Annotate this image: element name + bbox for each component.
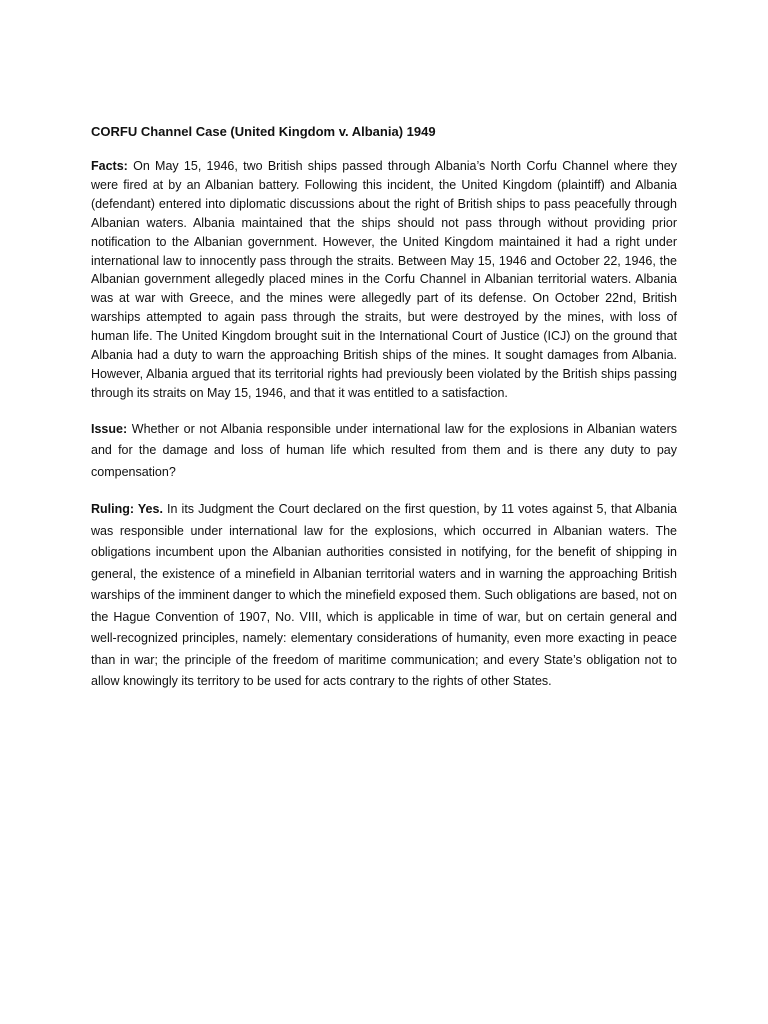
issue-text: Whether or not Albania responsible under international law for the explosions in Albanian waters and for the damage and loss of human life which resulted from them and is there any duty to pay compensation? [91,421,677,479]
document-page [91,122,677,709]
issue-paragraph [91,419,677,484]
facts-paragraph [91,157,677,403]
ruling-text: In its Judgment the Court declared on the first question, by 11 votes against 5, that Albania was responsible under international law for the explosions, which occurred in Albanian waters. The obligations incumbent upon the Albanian authorities consisted in notifying, for the benefit of shipping in general, the existence of a minefield in Albanian territorial waters and in warning the approaching British warships of the imminent danger to which the minefield exposed them. Such obligations are based, not on the Hague Convention of 1907, No. VIII, which is applicable in time of war, but on certain general and well-recognized principles, namely: elementary considerations of humanity, even more exacting in peace than in war; the principle of the freedom of maritime communication; and every State’s obligation not to allow knowingly its territory to be used for acts contrary to the rights of other States. [91,502,677,689]
ruling-label: Ruling: Yes. [91,502,163,517]
ruling-paragraph [91,499,677,693]
facts-label: Facts: [91,159,128,173]
document-title: CORFU Channel Case (United Kingdom v. Albania) 1949 [91,124,436,139]
facts-text: On May 15, 1946, two British ships passed through Albania’s North Corfu Channel where they were fired at by an Albanian battery. Following this incident, the United Kingdom (plaintiff) and Albania (defendant) entered into diplomatic discussions about the right of British ships to pass peacefully through Albanian waters. Albania maintained that the ships should not pass through without providing prior notification to the Albanian government. However, the United Kingdom maintained it had a right under international law to innocently pass through the straits. Between May 15, 1946 and October 22, 1946, the Albanian government allegedly placed mines in the Corfu Channel in Albanian territorial waters. Albania was at war with Greece, and the mines were allegedly part of its defense. On October 22nd, British warships attempted to again pass through the straits, but were destroyed by the mines, with loss of human life. The United Kingdom brought suit in the International Court of Justice (ICJ) on the ground that Albania had a duty to warn the approaching British ships of the mines. It sought damages from Albania. However, Albania argued that its territorial rights had previously been violated by the British ships passing through its straits on May 15, 1946, and that it was entitled to a satisfaction. [91,159,677,400]
issue-label: Issue: [91,421,128,436]
